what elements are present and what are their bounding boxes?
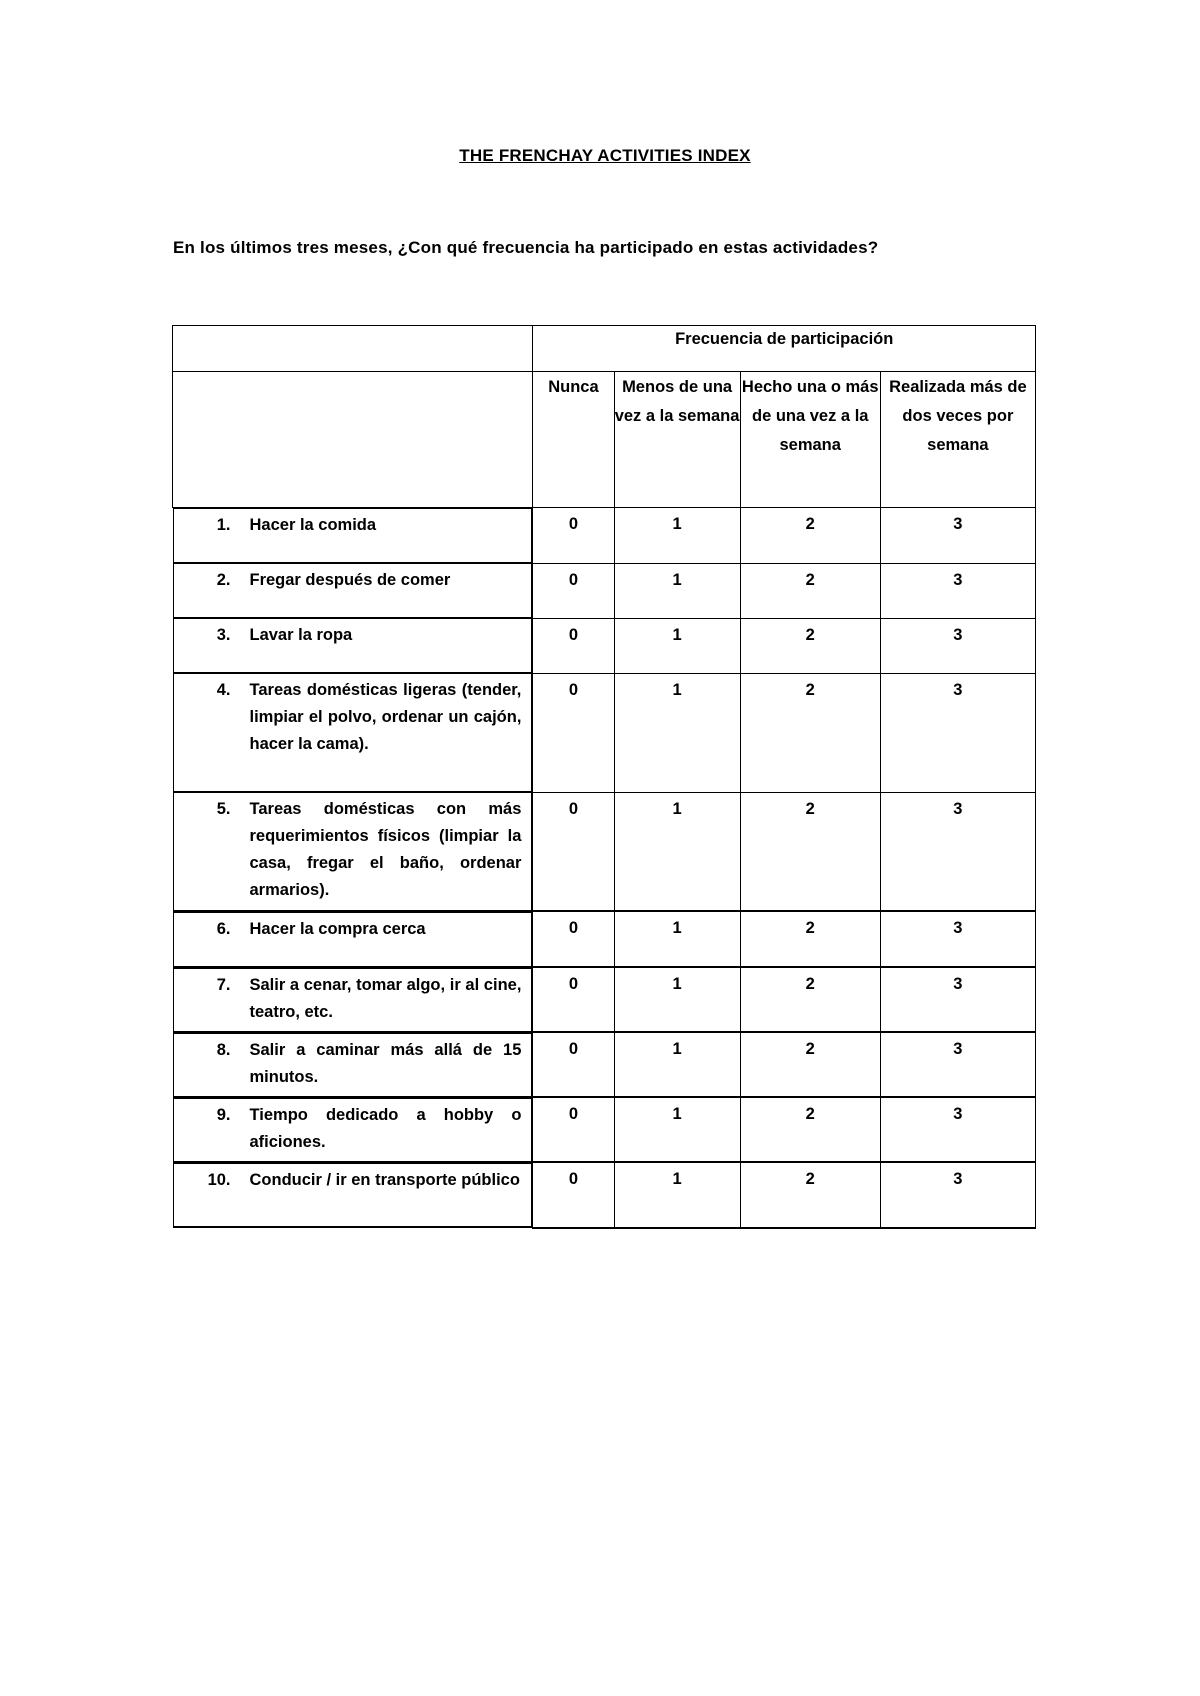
item-number: 9. bbox=[216, 1106, 231, 1124]
item-number: 3. bbox=[216, 626, 231, 644]
frequency-group-header: Frecuencia de participación bbox=[533, 326, 1036, 372]
score-cell: 0 bbox=[533, 1162, 614, 1228]
score-cell: 0 bbox=[533, 508, 614, 564]
activity-cell bbox=[173, 1162, 533, 1228]
table-row bbox=[173, 1097, 1036, 1162]
score-cell: 1 bbox=[614, 967, 740, 1032]
activity-text: Conducir / ir en transporte público bbox=[249, 1171, 520, 1189]
score-cell: 1 bbox=[614, 1097, 740, 1162]
score-cell: 1 bbox=[614, 911, 740, 967]
score-cell: 1 bbox=[614, 508, 740, 564]
empty-header-cell bbox=[173, 326, 533, 372]
table-row bbox=[173, 1162, 1036, 1228]
item-number: 4. bbox=[216, 681, 231, 699]
empty-header-cell bbox=[173, 372, 533, 508]
activity-text: Lavar la ropa bbox=[249, 626, 353, 644]
score-cell: 1 bbox=[614, 563, 740, 618]
score-cell: 1 bbox=[614, 1032, 740, 1097]
score-cell: 0 bbox=[533, 563, 614, 618]
column-header-realizada: Realizada más de dos veces por semana bbox=[880, 372, 1035, 508]
activity-text: Tiempo dedicado a hobby o aficiones. bbox=[249, 1106, 522, 1151]
item-number: 8. bbox=[216, 1041, 231, 1059]
score-cell: 2 bbox=[740, 1162, 880, 1228]
score-cell: 2 bbox=[740, 792, 880, 911]
score-cell: 3 bbox=[880, 1032, 1035, 1097]
table-group-header-row bbox=[173, 326, 1036, 372]
score-cell: 0 bbox=[533, 673, 614, 792]
activity-text: Hacer la comida bbox=[249, 516, 377, 534]
score-cell: 3 bbox=[880, 792, 1035, 911]
score-cell: 1 bbox=[614, 673, 740, 792]
score-cell: 1 bbox=[614, 1162, 740, 1228]
column-header-hecho: Hecho una o más de una vez a la semana bbox=[740, 372, 880, 508]
score-cell: 0 bbox=[533, 618, 614, 673]
activity-cell bbox=[173, 911, 533, 967]
item-number: 6. bbox=[216, 920, 231, 938]
item-number: 5. bbox=[216, 800, 231, 818]
score-cell: 3 bbox=[880, 911, 1035, 967]
activity-cell bbox=[173, 618, 533, 673]
score-cell: 3 bbox=[880, 1162, 1035, 1228]
item-number: 7. bbox=[216, 976, 231, 994]
table-row bbox=[173, 1032, 1036, 1097]
score-cell: 1 bbox=[614, 618, 740, 673]
score-cell: 0 bbox=[533, 911, 614, 967]
table-row bbox=[173, 618, 1036, 673]
activity-text: Hacer la compra cerca bbox=[249, 920, 426, 938]
question-text: En los últimos tres meses, ¿Con qué frecuencia ha participado en estas actividades? bbox=[173, 238, 879, 257]
score-cell: 2 bbox=[740, 618, 880, 673]
activity-cell bbox=[173, 1097, 533, 1162]
score-cell: 2 bbox=[740, 1097, 880, 1162]
score-cell: 3 bbox=[880, 508, 1035, 564]
column-header-menos: Menos de una vez a la semana bbox=[614, 372, 740, 508]
document-title: THE FRENCHAY ACTIVITIES INDEX bbox=[459, 146, 751, 165]
table-row bbox=[173, 911, 1036, 967]
item-number: 1. bbox=[216, 516, 231, 534]
table-row bbox=[173, 967, 1036, 1032]
score-cell: 2 bbox=[740, 967, 880, 1032]
score-cell: 2 bbox=[740, 563, 880, 618]
score-cell: 3 bbox=[880, 967, 1035, 1032]
activity-cell bbox=[173, 792, 533, 911]
activity-text: Tareas domésticas ligeras (tender, limpiar el polvo, ordenar un cajón, hacer la cama). bbox=[249, 681, 522, 753]
score-cell: 2 bbox=[740, 508, 880, 564]
table-column-header-row bbox=[173, 372, 1036, 508]
table-row bbox=[173, 563, 1036, 618]
activity-cell bbox=[173, 508, 533, 563]
activity-cell bbox=[173, 1032, 533, 1097]
score-cell: 0 bbox=[533, 792, 614, 911]
score-cell: 3 bbox=[880, 1097, 1035, 1162]
score-cell: 1 bbox=[614, 792, 740, 911]
table-row bbox=[173, 792, 1036, 911]
score-cell: 0 bbox=[533, 967, 614, 1032]
score-cell: 0 bbox=[533, 1032, 614, 1097]
score-cell: 2 bbox=[740, 911, 880, 967]
activity-cell bbox=[173, 967, 533, 1032]
score-cell: 3 bbox=[880, 563, 1035, 618]
activity-cell bbox=[173, 563, 533, 618]
table-row bbox=[173, 508, 1036, 564]
activity-text: Salir a cenar, tomar algo, ir al cine, teatro, etc. bbox=[249, 976, 522, 1021]
item-number: 10. bbox=[207, 1171, 231, 1189]
activity-text: Salir a caminar más allá de 15 minutos. bbox=[249, 1041, 522, 1086]
activity-text: Tareas domésticas con más requerimientos físicos (limpiar la casa, fregar el baño, ordenar armarios). bbox=[249, 800, 522, 899]
score-cell: 0 bbox=[533, 1097, 614, 1162]
score-cell: 3 bbox=[880, 673, 1035, 792]
activities-table bbox=[172, 325, 1036, 1229]
activity-text: Fregar después de comer bbox=[249, 571, 451, 589]
item-number: 2. bbox=[216, 571, 231, 589]
score-cell: 2 bbox=[740, 673, 880, 792]
score-cell: 3 bbox=[880, 618, 1035, 673]
table-row bbox=[173, 673, 1036, 792]
score-cell: 2 bbox=[740, 1032, 880, 1097]
activity-cell bbox=[173, 673, 533, 792]
column-header-nunca: Nunca bbox=[533, 372, 614, 508]
